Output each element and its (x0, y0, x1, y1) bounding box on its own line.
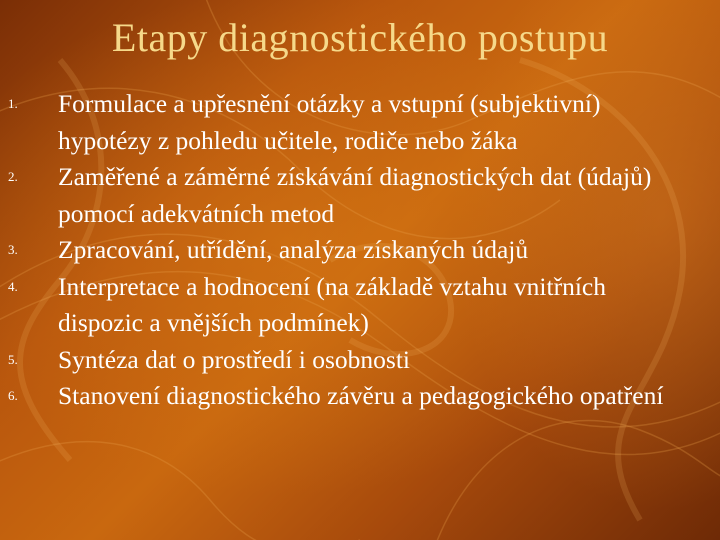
item-text: Stanovení diagnostického závěru a pedagogického opatření (58, 381, 664, 410)
list-item (0, 269, 720, 342)
steps-list (0, 86, 720, 415)
slide-title: Etapy diagnostického postupu (111, 15, 609, 60)
item-text: Interpretace a hodnocení (na základě vztahu vnitřních dispozic a vnějších podmínek) (58, 271, 606, 337)
item-text: Formulace a upřesnění otázky a vstupní (subjektivní) hypotézy z pohledu učitele, rodiče nebo žáka (58, 89, 601, 155)
list-item (0, 159, 720, 232)
item-text: Zaměřené a záměrné získávání diagnostických dat (údajů) pomocí adekvátních metod (58, 162, 652, 228)
list-item (0, 378, 720, 415)
item-number: 4. (8, 278, 18, 294)
list-item (0, 342, 720, 379)
item-text: Syntéza dat o prostředí i osobnosti (58, 344, 410, 374)
item-text: Zpracování, utřídění, analýza získaných údajů (58, 235, 529, 264)
item-number: 3. (8, 242, 18, 257)
item-number: 5. (8, 351, 18, 367)
item-number: 1. (8, 96, 18, 111)
list-item (0, 86, 720, 159)
item-number: 6. (8, 388, 18, 403)
list-item (0, 232, 720, 269)
item-number: 2. (8, 169, 18, 184)
